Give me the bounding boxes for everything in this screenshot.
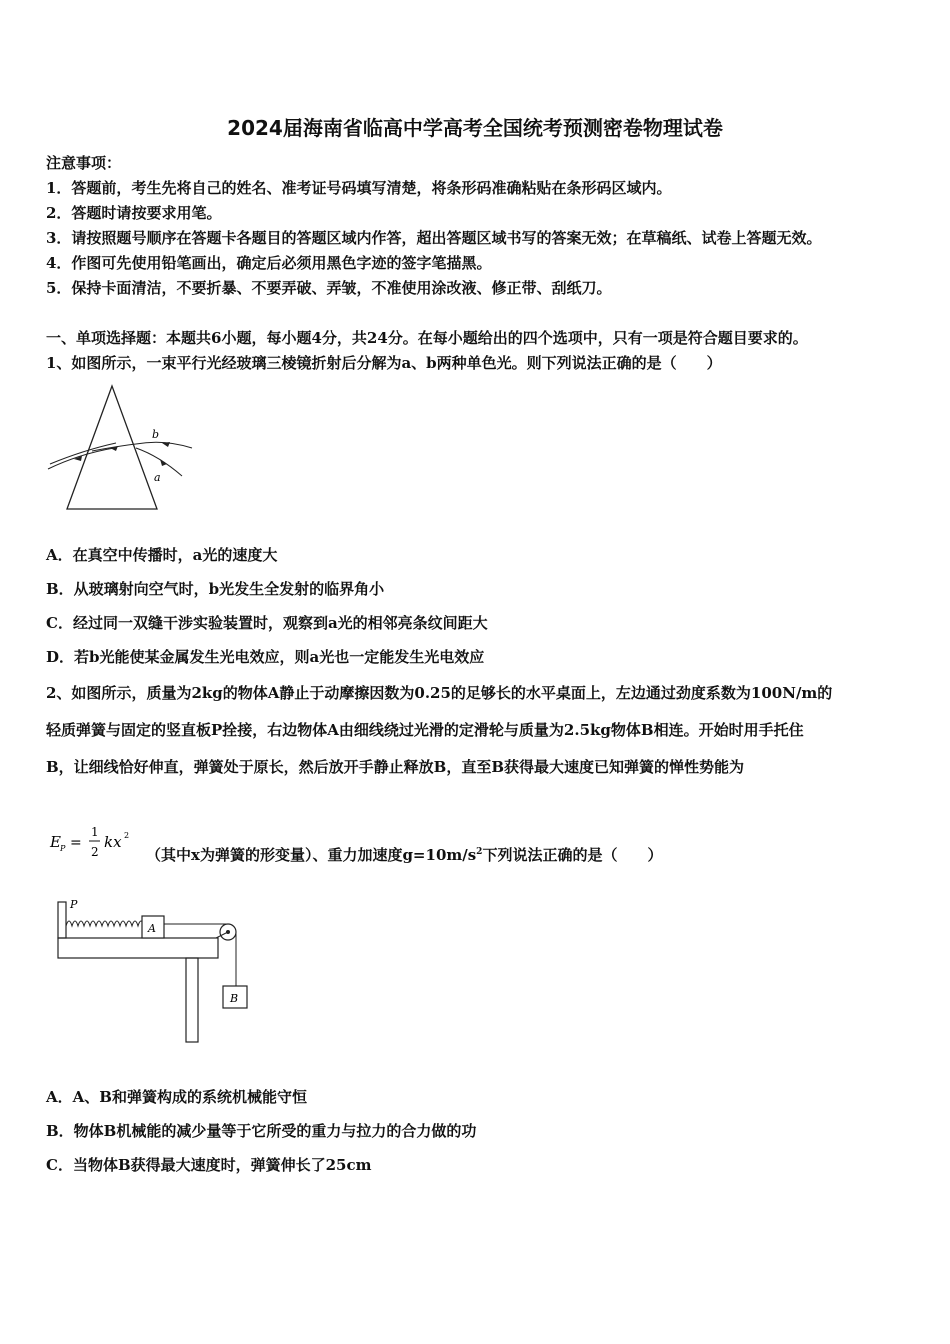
elastic-energy-formula xyxy=(46,818,142,866)
question-2-stem: 轻质弹簧与固定的竖直板P拴接，右边物体A由细线绕过光滑的定滑轮与质量为2.5kg物体B相连。开始时用手托住 xyxy=(46,721,804,739)
spring-block-figure xyxy=(50,896,250,1046)
table-leg xyxy=(186,958,198,1042)
notice-item: 1．答题前，考生先将自己的姓名、准考证号码填写清楚，将条形码准确粘贴在条形码区域内。 xyxy=(46,179,672,197)
arrow-icon xyxy=(160,459,167,466)
fig-label-a: A xyxy=(148,922,156,935)
section-heading: 一、单项选择题：本题共6小题，每小题4分，共24分。在每小题给出的四个选项中，只有一项是符合题目要求的。 xyxy=(46,329,808,347)
option-a: A．A、B和弹簧构成的系统机械能守恒 xyxy=(46,1088,307,1106)
notice-item: 4．作图可先使用铅笔画出，确定后必须用黑色字迹的签字笔描黑。 xyxy=(46,254,492,272)
svg-text:kx: kx xyxy=(104,833,122,851)
svg-text:E: E xyxy=(50,833,61,851)
svg-text:1: 1 xyxy=(91,825,99,839)
formula-note: （其中x为弹簧的形变量）、重力加速度$g=10m/s^2$下列说法正确的是（ ） xyxy=(146,846,663,864)
svg-text:2: 2 xyxy=(91,845,99,859)
table-top xyxy=(58,938,218,958)
question-2-stem: B，让细线恰好伸直，弹簧处于原长，然后放开手静止释放B，直至B获得最大速度已知弹簧的惮性势能为 xyxy=(46,758,745,776)
question-1-stem: 1、如图所示，一束平行光经玻璃三棱镜折射后分解为a、b两种单色光。则下列说法正确的是（ ） xyxy=(46,354,722,372)
fig-label-b: b xyxy=(152,428,160,441)
question-2-stem: 2、如图所示，质量为2kg的物体A静止于动摩擦因数为0.25的足够长的水平桌面上，左边通过劲度系数为100N/m的 xyxy=(46,684,833,702)
fig-label-b: B xyxy=(230,992,239,1005)
fig-label-p: P xyxy=(70,898,78,911)
option-c: C．经过同一双缝干涉实验装置时，观察到a光的相邻亮条纹间距大 xyxy=(46,614,488,632)
svg-text:2: 2 xyxy=(124,831,130,840)
page-title: 2024届海南省临高中学高考全国统考预测密卷物理试卷 xyxy=(227,116,723,140)
option-d: D．若b光能使某金属发生光电效应，则a光也一定能发生光电效应 xyxy=(46,648,485,666)
svg-text:=: = xyxy=(70,835,82,851)
notice-item: 5．保持卡面清洁，不要折暴、不要弄破、弄皱，不准使用涂改液、修正带、刮纸刀。 xyxy=(46,279,612,297)
notice-heading: 注意事项： xyxy=(46,154,122,172)
option-a: A．在真空中传播时，a光的速度大 xyxy=(46,546,278,564)
prism-figure xyxy=(44,384,204,514)
plate-p xyxy=(58,902,66,938)
fig-label-a: a xyxy=(154,471,161,484)
svg-text:P: P xyxy=(60,844,66,853)
notice-item: 3．请按照题号顺序在答题卡各题目的答题区域内作答，超出答题区域书写的答案无效；在草稿纸、试卷上答题无效。 xyxy=(46,229,822,247)
option-b: B．物体B机械能的减少量等于它所受的重力与拉力的合力做的功 xyxy=(46,1122,477,1140)
option-c: C．当物体B获得最大速度时，弹簧伸长了25cm xyxy=(46,1156,372,1174)
incident-ray xyxy=(50,443,116,464)
notice-item: 2．答题时请按要求用笔。 xyxy=(46,204,222,222)
option-b: B．从玻璃射向空气时，b光发生全发射的临界角小 xyxy=(46,580,385,598)
